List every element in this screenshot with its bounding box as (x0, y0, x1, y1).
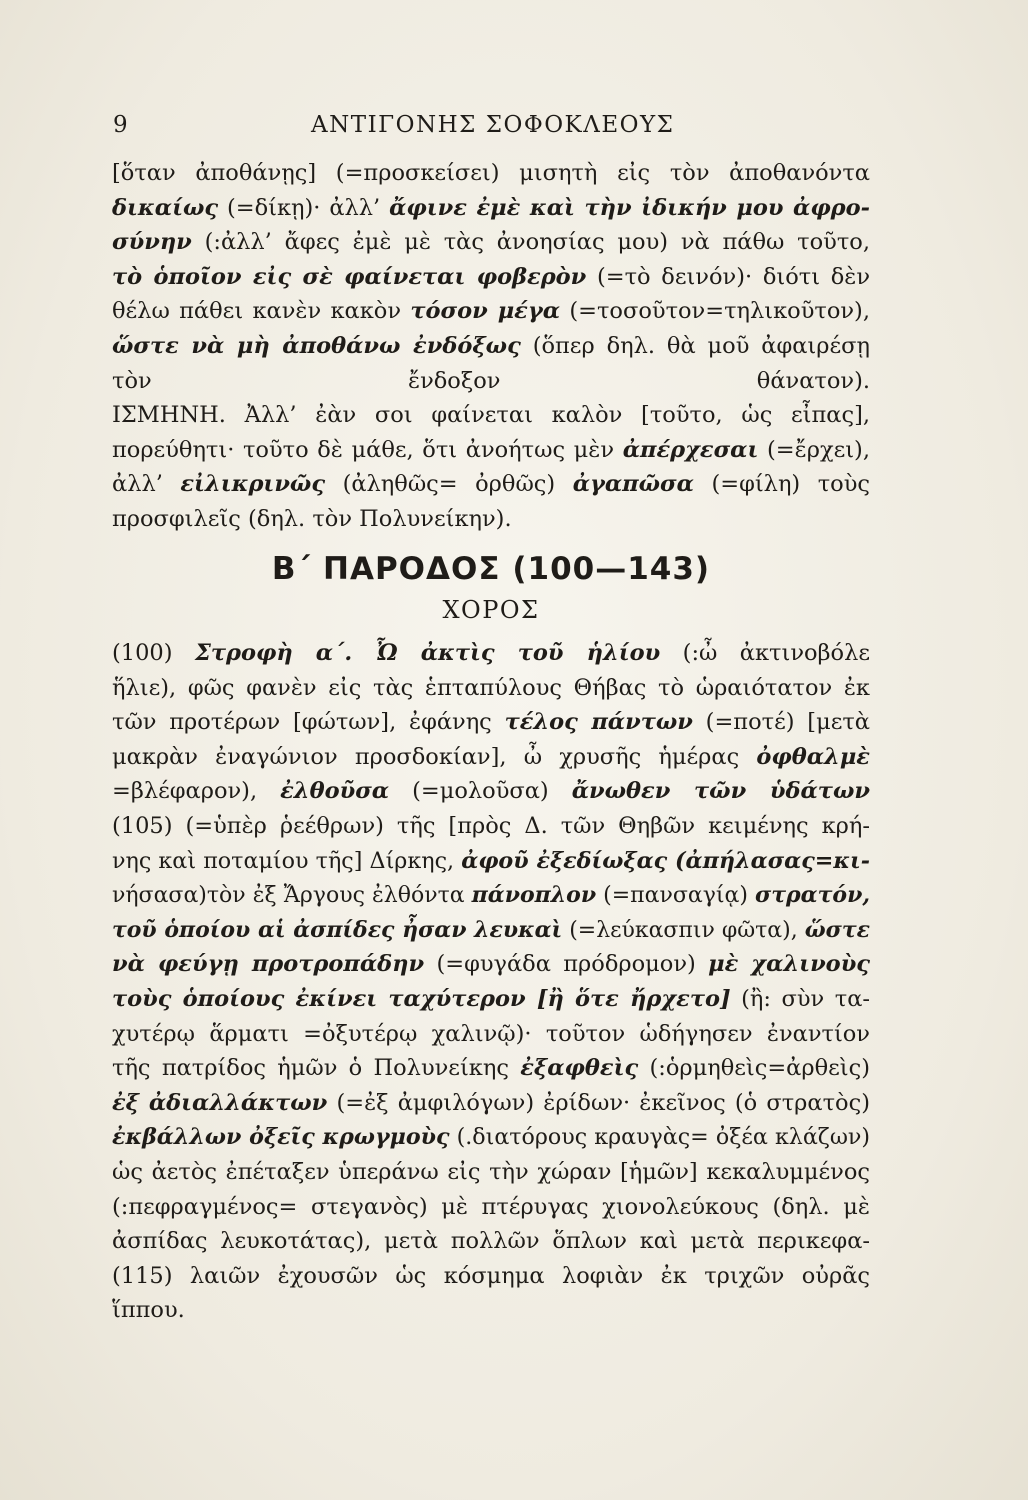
text-line (112, 329, 870, 364)
text-segment: (=φυγάδα πρόδρομον) (424, 951, 709, 978)
emphasized-text: στρατόν, (755, 882, 870, 909)
emphasized-text: τὸ ὁποῖον εἰς σὲ φαίνεται φοβερὸν (112, 263, 587, 290)
emphasized-text: ἐξαφθεὶς (520, 1055, 639, 1082)
text-line (112, 156, 870, 191)
emphasized-text: ὥστε νὰ μὴ ἀποθάνω ἐνδόξως (112, 332, 521, 359)
text-segment: (=ποτέ) [μετὰ (692, 709, 870, 736)
emphasized-text: νὰ φεύγῃ προτροπάδην (112, 951, 425, 978)
text-line (112, 433, 870, 468)
text-segment: θέλω πάθει κανὲν κακὸν (112, 298, 411, 325)
text-line (112, 809, 870, 844)
emphasized-text: τόσον μέγα (410, 298, 561, 325)
text-line (112, 774, 870, 809)
commentary-text-bottom (112, 636, 870, 1328)
text-segment: (:ὦ ἀκτινοβόλε (660, 640, 871, 666)
text-segment: =βλέφαρον), (112, 778, 281, 805)
emphasized-text: δικαίως (112, 194, 219, 221)
page-header (113, 112, 873, 146)
text-segment: (ὅπερ δηλ. θὰ μοῦ ἀφαιρέσῃ (520, 332, 870, 359)
emphasized-text: Ὦ ἀκτὶς τοῦ ἡλίου (374, 640, 661, 666)
text-segment: (:ὁρμηθεὶς=ἀρθεὶς) (638, 1055, 870, 1082)
text-line (112, 398, 870, 433)
text-segment: (=λεύκασπιν φῶτα), (562, 917, 805, 943)
emphasized-text: τοὺς ὁποίους ἐκίνει ταχύτερον [ἢ ὅτε ἤρχετο] (112, 985, 731, 1012)
emphasized-text: τέλος πάντων (504, 709, 693, 736)
text-segment: ὡς ἀετὸς ἐπέταξεν ὑπεράνω εἰς τὴν χώραν [ἡμῶν] κεκαλυμμένος (112, 1158, 870, 1185)
text-line (112, 294, 870, 329)
text-segment: (100) (112, 640, 195, 666)
text-line (112, 1293, 870, 1328)
emphasized-text: ὥστε (804, 916, 870, 943)
text-segment: (:πεφραγμένος= στεγανὸς) μὲ πτέρυγας χιονολεύκους (δηλ. μὲ (112, 1193, 870, 1220)
page-number: 9 (113, 112, 128, 138)
emphasized-text: ἐκβάλλων ὀξεῖς κρωγμοὺς (112, 1124, 450, 1151)
text-segment: νήσασα) (112, 883, 207, 909)
text-line (112, 1120, 870, 1155)
text-segment: νης καὶ ποταμίου τῆς] Δίρκης, (112, 847, 462, 874)
text-segment: τῶν προτέρων [φώτων], ἐφάνης (112, 709, 505, 736)
text-segment: (=φίλη) τοὺς (693, 471, 870, 498)
text-line (112, 636, 870, 671)
text-line (112, 844, 870, 879)
emphasized-text: σύνην (112, 229, 192, 256)
text-segment: χυτέρῳ ἅρματι =ὀξυτέρῳ χαλινῷ)· τοῦτον ὡδήγησεν ἐναντίον (112, 1020, 870, 1047)
text-segment: (ἀληθῶς= ὀρθῶς) (325, 471, 573, 498)
commentary-text-top (112, 156, 870, 537)
emphasized-text: ὀφθαλμὲ (756, 743, 870, 770)
text-segment: πορεύθητι· τοῦτο δὲ μάθε, ὅτι ἀνοήτως μὲν (112, 436, 623, 463)
text-line (112, 982, 870, 1017)
running-title: ΑΝΤΙΓΟΝΗΣ ΣΟΦΟΚΛΕΟΥΣ (311, 112, 675, 138)
emphasized-text: τοῦ ὁποίου αἱ ἀσπίδες ἦσαν λευκαὶ (112, 916, 563, 943)
text-line (112, 878, 870, 913)
text-segment: (115) λαιῶν ἐχουσῶν ὡς κόσμημα λοφιὰν ἐκ τριχῶν οὐρᾶς (112, 1262, 870, 1289)
text-segment: (=ἔρχει), (758, 436, 870, 463)
text-line (112, 671, 870, 706)
text-segment: (=δίκῃ)· ἀλλ’ (218, 194, 390, 221)
emphasized-text: ἀφοῦ ἐξεδίωξας (ἀπήλασας=κι- (461, 847, 870, 874)
emphasized-text: εἰλικρινῶς (180, 471, 326, 498)
text-segment: ἀσπίδας λευκοτάτας), μετὰ πολλῶν ὅπλων καὶ μετὰ περικεφα- (112, 1228, 870, 1255)
text-line (112, 225, 870, 260)
text-line (112, 1051, 870, 1086)
text-line (112, 1190, 870, 1225)
text-segment: τὸν ἔνδοξον θάνατον). (112, 367, 870, 394)
text-segment: μακρὰν ἐναγώνιον προσδοκίαν], ὦ χρυσῆς ἡμέρας (112, 743, 757, 770)
text-line (112, 913, 870, 948)
emphasized-text: Στροφὴ α΄. (194, 640, 353, 666)
text-segment: (105) (=ὑπὲρ ῥεέθρων) τῆς [πρὸς Δ. τῶν Θηβῶν κειμένης κρή- (112, 812, 870, 839)
text-segment: (=μολοῦσα) (389, 778, 572, 805)
text-segment: (.διατόρους κραυγὰς= ὀξέα κλάζων) (449, 1124, 870, 1151)
emphasized-text: ἀγαπῶσα (572, 471, 694, 498)
text-segment: ἵππου. (112, 1297, 185, 1324)
text-line (112, 1259, 870, 1294)
text-segment: (=τὸ δεινόν)· διότι δὲν (586, 263, 870, 290)
text-segment: τῆς πατρίδος ἡμῶν ὁ Πολυνείκης (112, 1055, 521, 1082)
emphasized-text: ἐξ ἀδιαλλάκτων (112, 1089, 328, 1116)
text-segment: [ὅταν ἀποθάνῃς] (=προσκείσει) μισητὴ εἰς τὸν ἀποθανόντα (112, 160, 870, 186)
emphasized-text: ἀπέρχεσαι (622, 436, 759, 463)
text-line (112, 740, 870, 775)
text-segment: (=ἐξ ἀμφιλόγων) ἐρίδων· ἐκεῖνος (ὁ στρατὸς) (327, 1089, 870, 1116)
emphasized-text: ἄφινε ἐμὲ καὶ τὴν ἰδικήν μου ἀφρο- (389, 194, 870, 221)
section-title: Β΄ ΠΑΡΟΔΟΣ (100—143) (271, 551, 711, 587)
emphasized-text: μὲ χαλινοὺς (708, 951, 870, 978)
text-segment: προσφιλεῖς (δηλ. τὸν Πολυνείκην). (112, 505, 512, 532)
text-line (112, 1017, 870, 1052)
text-line (112, 947, 870, 982)
text-segment: ἥλιε), φῶς φανὲν εἰς τὰς ἑπταπύλους Θήβας τὸ ὡραιότατον ἐκ (112, 674, 870, 701)
text-line (112, 191, 870, 226)
text-line (112, 502, 870, 537)
text-line (112, 705, 870, 740)
text-line (112, 260, 870, 295)
text-line (112, 467, 870, 502)
text-line (112, 1086, 870, 1121)
text-segment: ΙΣΜΗΝΗ. Ἀλλ’ ἐὰν σοι φαίνεται καλὸν [τοῦτο, ὡς εἶπας], (112, 402, 870, 429)
section-subtitle: ΧΟΡΟΣ (442, 596, 540, 624)
text-segment: (=πανσαγίᾳ) (596, 883, 756, 909)
emphasized-text: ἐλθοῦσα (280, 778, 390, 805)
text-segment: (ἢ: σὺν τα- (730, 985, 870, 1012)
text-segment: ἀλλ’ (112, 471, 181, 498)
text-segment: (:ἀλλ’ ἄφες ἐμὲ μὲ τὰς ἀνοησίας μου) νὰ πάθω τοῦτο, (191, 229, 870, 256)
text-line (112, 364, 870, 399)
text-segment (352, 640, 374, 666)
text-segment: (=τοσοῦτον=τηλικοῦτον), (560, 298, 870, 325)
emphasized-text: ἄνωθεν τῶν ὑδάτων (571, 778, 870, 805)
text-segment: τὸν ἐξ Ἄργους ἐλθόντα (206, 883, 472, 909)
emphasized-text: πάνοπλον (471, 882, 597, 909)
text-line (112, 1155, 870, 1190)
text-line (112, 1224, 870, 1259)
